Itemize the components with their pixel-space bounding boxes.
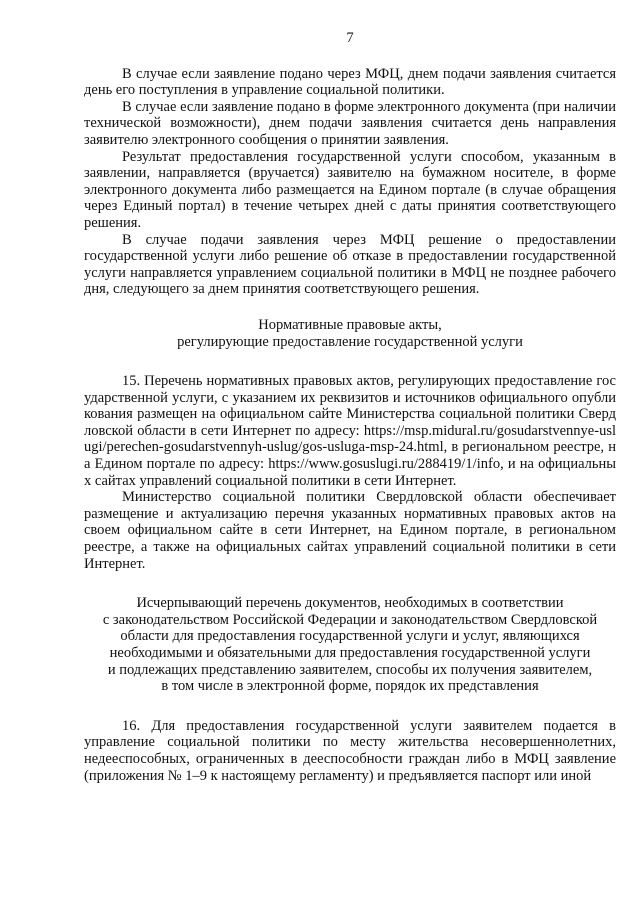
- page-number: 7: [346, 30, 354, 46]
- paragraph-ministry-publication: Министерство социальной политики Свердловской области обеспечивает размещение и актуализацию перечня указанных нормативных правовых актов на своем официальном сайте в сети Интернет, на Едином портале, в региональном реестре, а также на официальных сайтах управлений социальной политики в сети Интернет.: [84, 489, 616, 572]
- heading-documents-line3: области для предоставления государственной услуги и услуг, являющихся: [120, 628, 580, 645]
- paragraph-electronic-date: В случае если заявление подано в форме электронного документа (при наличии технической возможности), днем подачи заявления считается день направления заявителю электронного сообщения о принятии заявления.: [84, 98, 616, 148]
- heading-legal-acts-line1: Нормативные правовые акты,: [258, 316, 442, 333]
- document-page: [84, 30, 616, 784]
- paragraph-result-delivery: Результат предоставления государственной услуги способом, указанным в заявлении, направляется (вручается) заявителю на бумажном носителе, в форме электронного документа либо размещается на Едином портале (в случае обращения через Единый портал) в течение четырех дней с даты принятия соответствующего решения.: [84, 148, 616, 231]
- paragraph-section-15: 15. Перечень нормативных правовых актов, регулирующих предоставление государственной услуги, с указанием их реквизитов и источников официального опубликования размещен на официальном сайте Министерства социальной политики Свердловской области в сети Интернет по адресу: https://msp.midural.ru/gosudarstvennye-uslugi/perechen-gosudarstvennyh-uslug/gos-usluga-msp-24.html, в региональном реестре, на Едином портале по адресу: https://www.gosuslugi.ru/288419/1/info, и на официальных сайтах управлений социальной политики в сети Интернет.: [84, 373, 616, 489]
- heading-documents-line6: в том числе в электронной форме, порядок их представления: [161, 678, 539, 695]
- paragraph-mfc-decision: В случае подачи заявления через МФЦ решение о предоставлении государственной услуги либо решение об отказе в предоставлении государственной услуги направляется управлением социальной политики в МФЦ не позднее рабочего дня, следующего за днем принятия соответствующего решения.: [84, 231, 616, 298]
- heading-documents-line5: и подлежащих представлению заявителем, способы их получения заявителем,: [107, 661, 593, 678]
- heading-documents-line4: необходимыми и обязательными для предоставления государственной услуги: [109, 645, 591, 661]
- heading-legal-acts-line2: регулирующие предоставление государственной услуги: [177, 333, 523, 350]
- heading-documents-line1: Исчерпывающий перечень документов, необходимых в соответствии: [136, 595, 564, 612]
- paragraph-mfc-date: В случае если заявление подано через МФЦ, днем подачи заявления считается день его поступления в управление социальной политики.: [84, 65, 616, 99]
- paragraph-section-16: 16. Для предоставления государственной услуги заявителем подается в управление социальной политики по месту жительства несовершеннолетних, недееспособных, ограниченных в дееспособности граждан либо в МФЦ заявление (приложения № 1–9 к настоящему регламенту) и предъявляется паспорт или иной: [84, 717, 616, 784]
- heading-documents-line2: с законодательством Российской Федерации и законодательством Свердловской: [102, 611, 598, 628]
